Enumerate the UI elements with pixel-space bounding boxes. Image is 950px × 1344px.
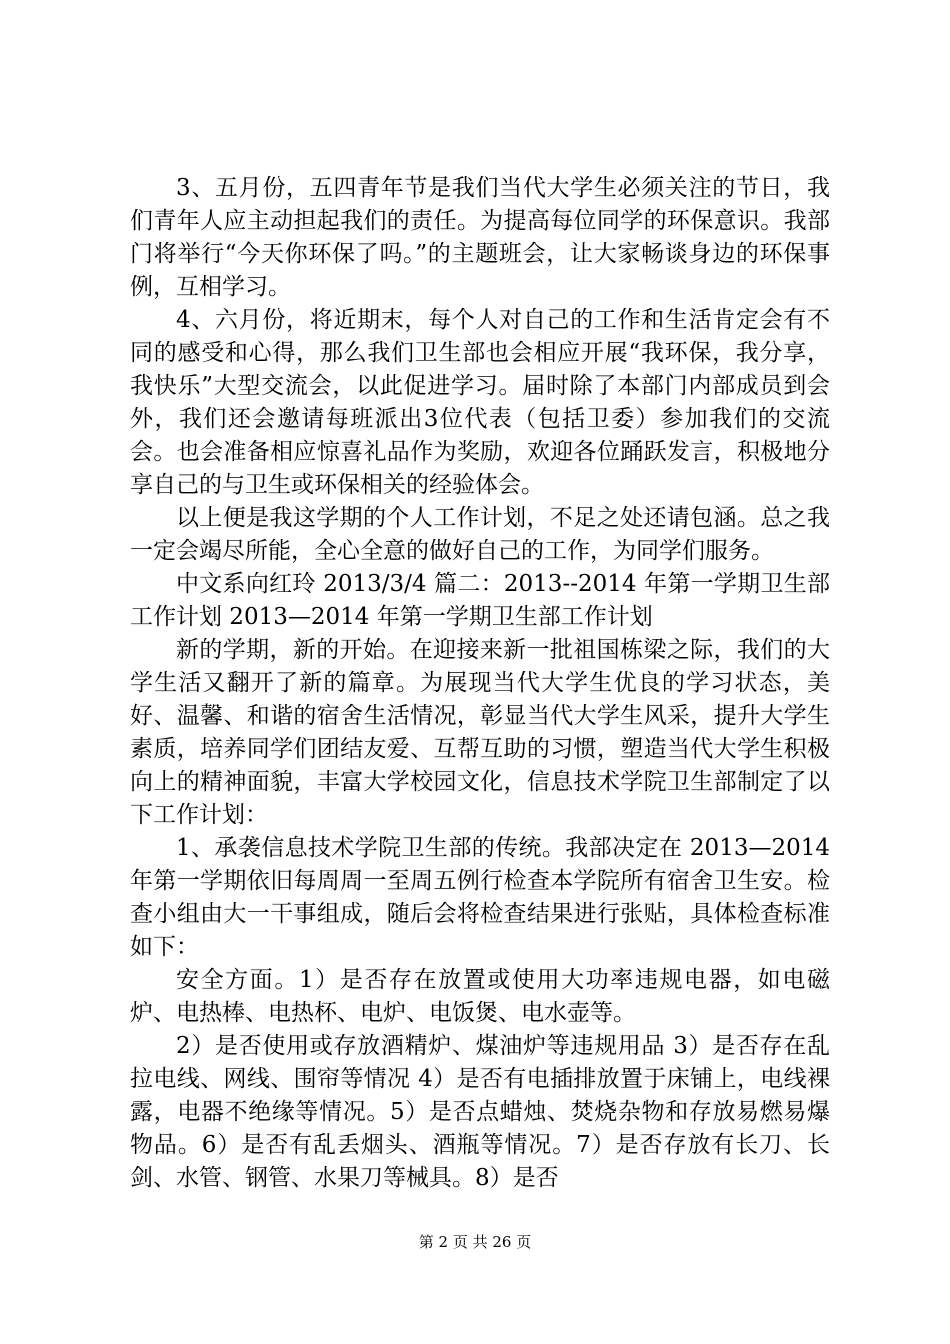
paragraph-may-plan: 3、五月份，五四青年节是我们当代大学生必须关注的节日，我们青年人应主动担起我们的责任。为提高每位同学的环保意识。我部门将举行“今天你环保了吗。”的主题班会，让大家畅谈身边的环保事例，互相学习。 [130,175,830,300]
paragraph-section-heading: 中文系向红玲 2013/3/4 篇二：2013--2014 年第一学期卫生部工作计划 2013—2014 年第一学期卫生部工作计划 [130,571,830,630]
paragraph-conclusion: 以上便是我这学期的个人工作计划，不足之处还请包涵。总之我一定会竭尽所能，全心全意的做好自己的工作，为同学们服务。 [130,505,830,564]
page-number-footer: 第 2 页 共 26 页 [418,1233,532,1251]
document-body [130,172,830,1195]
paragraph-introduction: 新的学期，新的开始。在迎接来新一批祖国栋梁之际，我们的大学生活又翻开了新的篇章。为展现当代大学生优良的学习状态，美好、温馨、和谐的宿舍生活情况，彰显当代大学生风采，提升大学生素质，培养同学们团结友爱、互帮互助的习惯，塑造当代大学生积极向上的精神面貌，丰富大学校园文化，信息技术学院卫生部制定了以下工作计划： [130,637,830,828]
paragraph-safety-criteria-list: 2）是否使用或存放酒精炉、煤油炉等违规用品 3）是否存在乱拉电线、网线、围帘等情况 4）是否有电插排放置于床铺上，电线裸露，电器不绝缘等情况。5）是否点蜡烛、焚烧杂物和存放易燃易爆物品。6）是否有乱丢烟头、酒瓶等情况。7）是否存放有长刀、长剑、水管、钢管、水果刀等械具。8）是否 [130,1033,830,1191]
paragraph-inspection-plan: 1、承袭信息技术学院卫生部的传统。我部决定在 2013—2014 年第一学期依旧每周周一至周五例行检查本学院所有宿舍卫生安。检查小组由大一干事组成，随后会将检查结果进行张贴，具体检查标准如下： [130,835,830,960]
paragraph-june-plan: 4、六月份，将近期末，每个人对自己的工作和生活肯定会有不同的感受和心得，那么我们卫生部也会相应开展“我环保，我分享，我快乐”大型交流会，以此促进学习。届时除了本部门内部成员到会外，我们还会邀请每班派出3位代表（包括卫委）参加我们的交流会。也会准备相应惊喜礼品作为奖励，欢迎各位踊跃发言，积极地分享自己的与卫生或环保相关的经验体会。 [130,307,830,498]
paragraph-safety-criteria: 安全方面。1）是否存在放置或使用大功率违规电器，如电磁炉、电热棒、电热杯、电炉、电饭煲、电水壶等。 [130,967,830,1026]
